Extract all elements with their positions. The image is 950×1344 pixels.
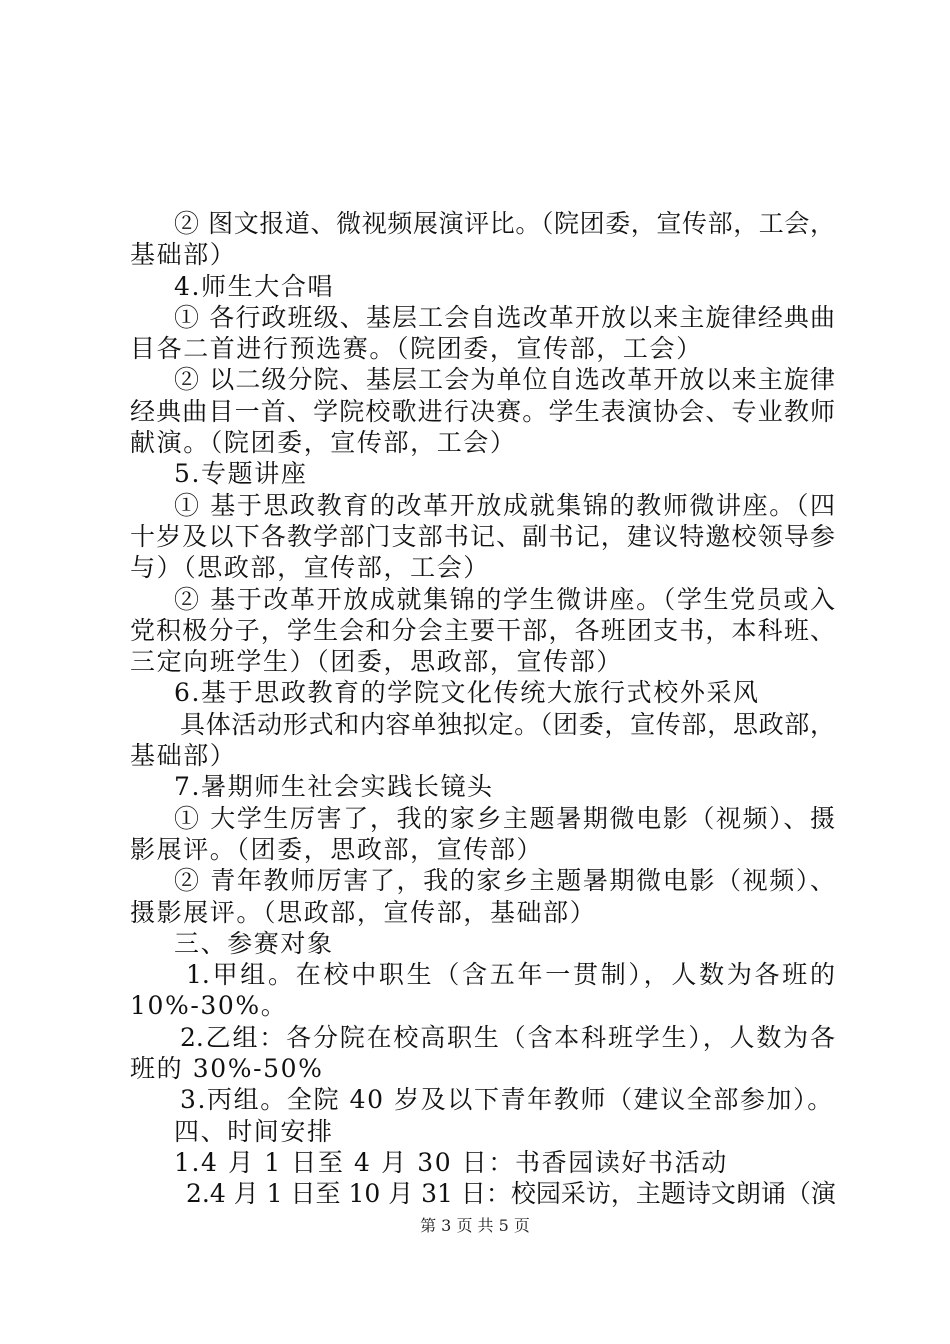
text-line: 2.乙组：各分院在校高职生（含本科班学生），人数为各	[180, 1022, 835, 1052]
text-line: 基础部）	[130, 741, 237, 771]
text-line: 目各二首进行预选赛。（院团委，宣传部，工会）	[130, 334, 703, 364]
section-heading: 四、时间安排	[174, 1116, 334, 1146]
text-line: 十岁及以下各教学部门支部书记、副书记，建议特邀校领导参	[130, 521, 835, 551]
text-line: 摄影展评。（思政部，宣传部，基础部）	[130, 897, 597, 927]
text-line: ② 图文报道、微视频展演评比。（院团委，宣传部，工会，	[174, 209, 835, 238]
section-heading: 7.暑期师生社会实践长镜头	[174, 772, 494, 802]
text-line: ② 基于改革开放成就集锦的学生微讲座。（学生党员或入	[174, 584, 835, 614]
text-line: 献演。（院团委，宣传部，工会）	[130, 428, 517, 458]
text-line: 经典曲目一首、学院校歌进行决赛。学生表演协会、专业教师	[130, 396, 835, 426]
text-line: ① 大学生厉害了，我的家乡主题暑期微电影（视频）、摄	[174, 803, 835, 833]
text-line: ① 基于思政教育的改革开放成就集锦的教师微讲座。（四	[174, 490, 835, 520]
text-line: 三定向班学生）（团委，思政部，宣传部）	[130, 647, 623, 677]
text-line: 班的 30%-50%	[130, 1054, 324, 1084]
text-line: 与）（思政部，宣传部，工会）	[130, 553, 490, 583]
text-line: 2.4 月 1 日至 10 月 31 日：校园采访，主题诗文朗诵（演	[186, 1179, 836, 1209]
text-line: ① 各行政班级、基层工会自选改革开放以来主旋律经典曲	[174, 302, 835, 332]
text-line: 1.4 月 1 日至 4 月 30 日：书香园读好书活动	[174, 1147, 728, 1177]
section-heading: 5.专题讲座	[174, 459, 308, 489]
text-line: 影展评。（团委，思政部，宣传部）	[130, 834, 544, 864]
text-line: 10%-30%。	[130, 991, 288, 1021]
section-heading: 三、参赛对象	[174, 928, 334, 958]
text-line: 基础部）	[130, 240, 237, 270]
section-heading: 6.基于思政教育的学院文化传统大旅行式校外采风	[174, 678, 760, 708]
text-line: 3.丙组。全院 40 岁及以下青年教师（建议全部参加）。	[180, 1085, 834, 1115]
text-line: 党积极分子，学生会和分会主要干部，各班团支书，本科班、	[130, 615, 835, 645]
text-line: 具体活动形式和内容单独拟定。（团委，宣传部，思政部，	[180, 709, 835, 739]
text-line: ② 以二级分院、基层工会为单位自选改革开放以来主旋律	[174, 365, 835, 395]
document-body	[130, 208, 835, 1210]
text-line: ② 青年教师厉害了，我的家乡主题暑期微电影（视频）、	[174, 866, 835, 896]
section-heading: 4.师生大合唱	[174, 271, 335, 301]
page-number-footer: 第 3 页 共 5 页	[420, 1216, 530, 1235]
text-line: 1.甲组。在校中职生（含五年一贯制），人数为各班的	[186, 960, 835, 990]
